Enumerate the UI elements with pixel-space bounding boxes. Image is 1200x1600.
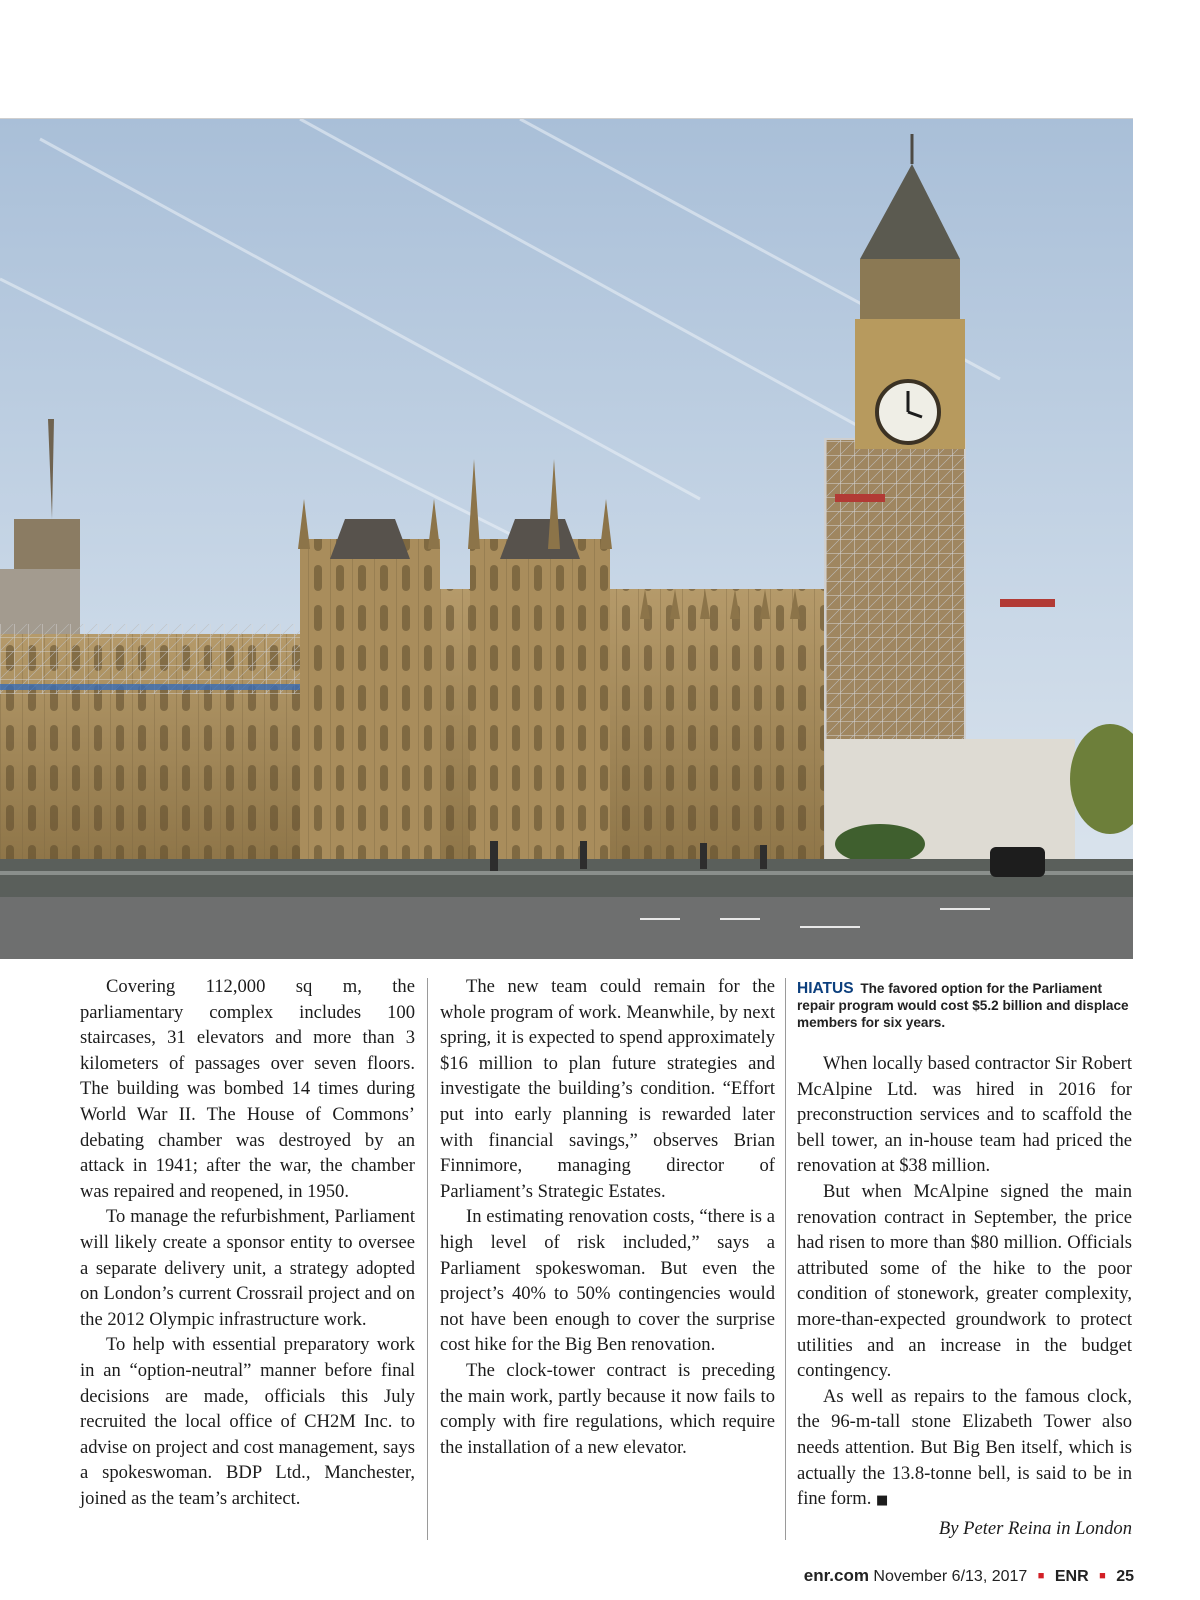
page-number: 25 [1116, 1568, 1134, 1585]
article-paragraph: When locally based contractor Sir Robert McAlpine Ltd. was hired in 2016 for preconstruction services and to scaffold the bell tower, an in-house team had priced the renovation at $38 million. [797, 1053, 1132, 1177]
byline: By Peter Reina in London [938, 1517, 1132, 1539]
article-paragraph: Covering 112,000 sq m, the parliamentary complex includes 100 staircases, 31 elevators and more than 3 kilometers of passages over seven floors. The building was bombed 14 times during World War II. The House of Commons’ debating chamber was destroyed by an attack in 1941; after the war, the chamber was repaired and reopened, in 1950. [80, 976, 415, 1202]
footer-date: November 6/13, 2017 [873, 1568, 1028, 1585]
article-paragraph-text: As well as repairs to the famous clock, the 96-m-tall stone Elizabeth Tower also needs attention. But Big Ben itself, which is actually the 13.8-tonne bell, is said to be in fine form. [797, 1385, 1132, 1510]
article-column-3 [797, 974, 1132, 1541]
caption-kicker: HIATUS [797, 980, 854, 997]
footer-magazine: ENR [1054, 1568, 1089, 1585]
article-paragraph: The clock-tower contract is preceding the main work, partly because it now fails to comply with fire regulations, which require the installation of a new elevator. [440, 1359, 775, 1458]
caption-text: The favored option for the Parliament repair program would cost $5.2 billion and displace members for six years. [797, 981, 1129, 1030]
end-mark-icon: ■ [876, 1493, 889, 1509]
parliament-photo [0, 118, 1133, 959]
article-paragraph: To manage the refurbishment, Parliament will likely create a sponsor entity to oversee a separate delivery unit, a strategy adopted on London’s current Crossrail project and on the 2012 Olympic infrastructure work. [80, 1206, 415, 1330]
footer-site: enr.com [803, 1566, 869, 1585]
separator-icon: ■ [1099, 1570, 1106, 1582]
article-column-2 [440, 974, 775, 1460]
article-column-1 [80, 974, 415, 1511]
column-rule [427, 978, 428, 1540]
article-paragraph [797, 1384, 1132, 1514]
article-paragraph: In estimating renovation costs, “there is a high level of risk included,” says a Parliament spokeswoman. But even the project’s 40% to 50% contingencies would not have been enough to cover the surprise cost hike for the Big Ben renovation. [440, 1206, 775, 1356]
separator-icon: ■ [1037, 1570, 1045, 1582]
article-paragraph: The new team could remain for the whole program of work. Meanwhile, by next spring, it is expected to spend approximately $16 million to plan future strategies and investigate the building’s condition. “Effort put into early planning is rewarded later with financial savings,” observes Brian Finnimore, managing director of Parliament’s Strategic Estates. [440, 976, 775, 1202]
photo-caption [797, 980, 1132, 1031]
page-footer [804, 1566, 1134, 1586]
column-rule [785, 978, 786, 1540]
article-paragraph: But when McAlpine signed the main renovation contract in September, the price had risen to more than $80 million. Officials attributed some of the hike to the poor condition of stonework, greater complexity, more-than-expected groundwork to protect utilities and an increase in the budget contingency. [797, 1180, 1132, 1382]
article-paragraph: To help with essential preparatory work in an “option-neutral” manner before final decisions are made, officials this July recruited the local office of CH2M Inc. to advise on project and cost management, says a spokeswoman. BDP Ltd., Manchester, joined as the team’s architect. [80, 1334, 415, 1509]
